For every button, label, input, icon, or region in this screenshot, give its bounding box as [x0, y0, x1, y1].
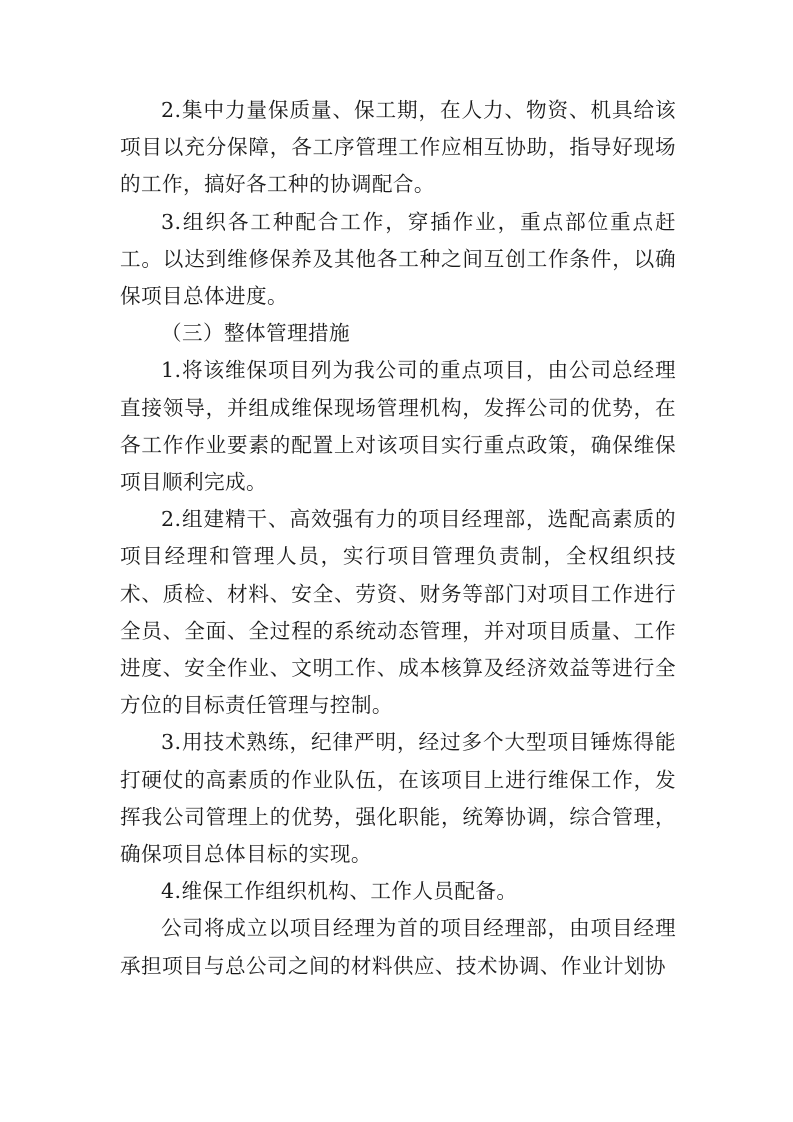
paragraph-work-team: 3.用技术熟练，纪律严明，经过多个大型项目锤炼得能打硬仗的高素质的作业队伍，在该项目上进行维保工作，发挥我公司管理上的优势，强化职能，统筹协调，综合管理，确保项目总体目标的实现。 [120, 730, 676, 867]
section-heading-overall-management: （三）整体管理措施 [161, 321, 350, 346]
paragraph-quality-schedule: 2.集中力量保质量、保工期，在人力、物资、机具给该项目以充分保障，各工序管理工作应相互协助，指导好现场的工作，搞好各工种的协调配合。 [120, 98, 676, 197]
paragraph-organization-staffing: 4.维保工作组织机构、工作人员配备。 [161, 879, 518, 904]
paragraph-project-department: 2.组建精干、高效强有力的项目经理部，选配高素质的项目经理和管理人员，实行项目管理负责制，全权组织技术、质检、材料、安全、劳资、财务等部门对项目工作进行全员、全面、全过程的系统动态管理，并对项目质量、工作进度、安全作业、文明工作、成本核算及经济效益等进行全方位的目标责任管理与控制。 [120, 507, 676, 718]
paragraph-trade-coordination: 3.组织各工种配合工作，穿插作业，重点部位重点赶工。以达到维修保养及其他各工种之间互创工作条件，以确保项目总体进度。 [120, 209, 676, 309]
paragraph-project-manager: 公司将成立以项目经理为首的项目经理部，由项目经理承担项目与总公司之间的材料供应、技术协调、作业计划协 [120, 916, 676, 978]
paragraph-key-project: 1.将该维保项目列为我公司的重点项目，由公司总经理直接领导，并组成维保现场管理机构，发挥公司的优势，在各工作作业要素的配置上对该项目实行重点政策，确保维保项目顺利完成。 [120, 358, 676, 495]
document-body [120, 92, 676, 985]
